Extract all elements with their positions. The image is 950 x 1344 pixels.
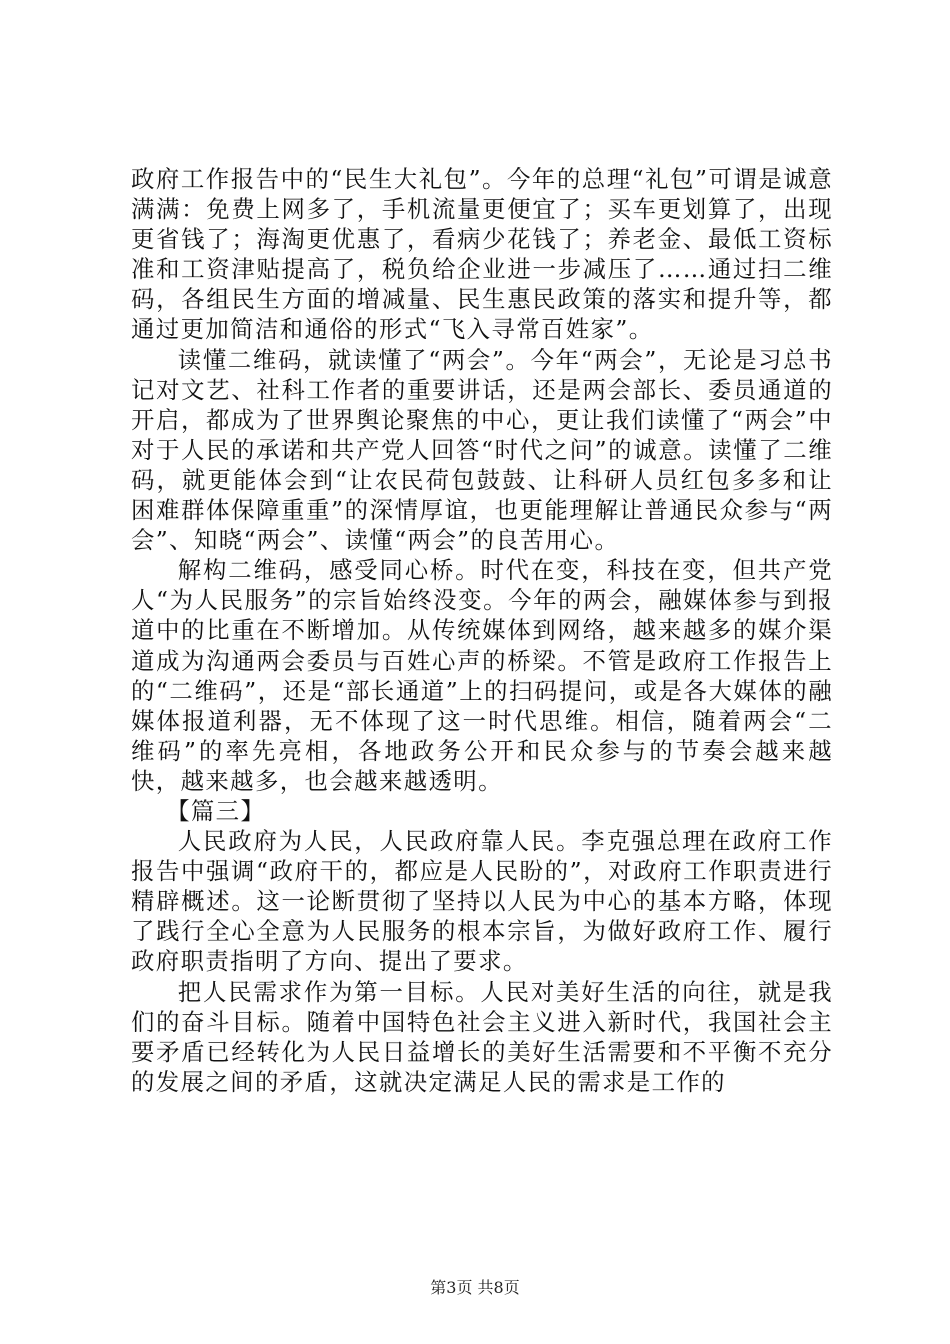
section-heading: 【篇三】 [166,796,266,825]
paragraph-5: 把人民需求作为第一目标。人民对美好生活的向往，就是我们的奋斗目标。随着中国特色社会主义进入新时代，我国社会主要矛盾已经转化为人民日益增长的美好生活需要和不平衡不充分的发展之间的矛盾，这就决定满足人民的需求是工作的 [131,977,833,1096]
paragraph-4: 人民政府为人民，人民政府靠人民。李克强总理在政府工作报告中强调“政府干的，都应是人民盼的”，对政府工作职责进行精辟概述。这一论断贯彻了坚持以人民为中心的基本方略，体现了践行全心全意为人民服务的根本宗旨，为做好政府工作、履行政府职责指明了方向、提出了要求。 [131,827,833,976]
paragraph-1: 政府工作报告中的“民生大礼包”。今年的总理“礼包”可谓是诚意满满：免费上网多了，手机流量更便宜了；买车更划算了，出现更省钱了；海淘更优惠了，看病少花钱了；养老金、最低工资标准和工资津贴提高了，税负给企业进一步减压了……通过扫二维码，各组民生方面的增减量、民生惠民政策的落实和提升等，都通过更加简洁和通俗的形式“飞入寻常百姓家”。 [131,165,833,344]
page-number-label: 第3页 共8页 [430,1278,520,1297]
page-footer [0,1278,950,1298]
document-body [131,164,833,1097]
paragraph-3: 解构二维码，感受同心桥。时代在变，科技在变，但共产党人“为人民服务”的宗旨始终没变。今年的两会，融媒体参与到报道中的比重在不断增加。从传统媒体到网络，越来越多的媒介渠道成为沟通两会委员与百姓心声的桥梁。不管是政府工作报告上的“二维码”，还是“部长通道”上的扫码提问，或是各大媒体的融媒体报道利器，无不体现了这一时代思维。相信，随着两会“二维码”的率先亮相，各地政务公开和民众参与的节奏会越来越快，越来越多，也会越来越透明。 [131,556,833,795]
paragraph-2: 读懂二维码，就读懂了“两会”。今年“两会”，无论是习总书记对文艺、社科工作者的重要讲话，还是两会部长、委员通道的开启，都成为了世界舆论聚焦的中心，更让我们读懂了“两会”中对于人民的承诺和共产党人回答“时代之问”的诚意。读懂了二维码，就更能体会到“让农民荷包鼓鼓、让科研人员红包多多和让困难群体保障重重”的深情厚谊，也更能理解让普通民众参与“两会”、知晓“两会”、读懂“两会”的良苦用心。 [131,345,833,555]
